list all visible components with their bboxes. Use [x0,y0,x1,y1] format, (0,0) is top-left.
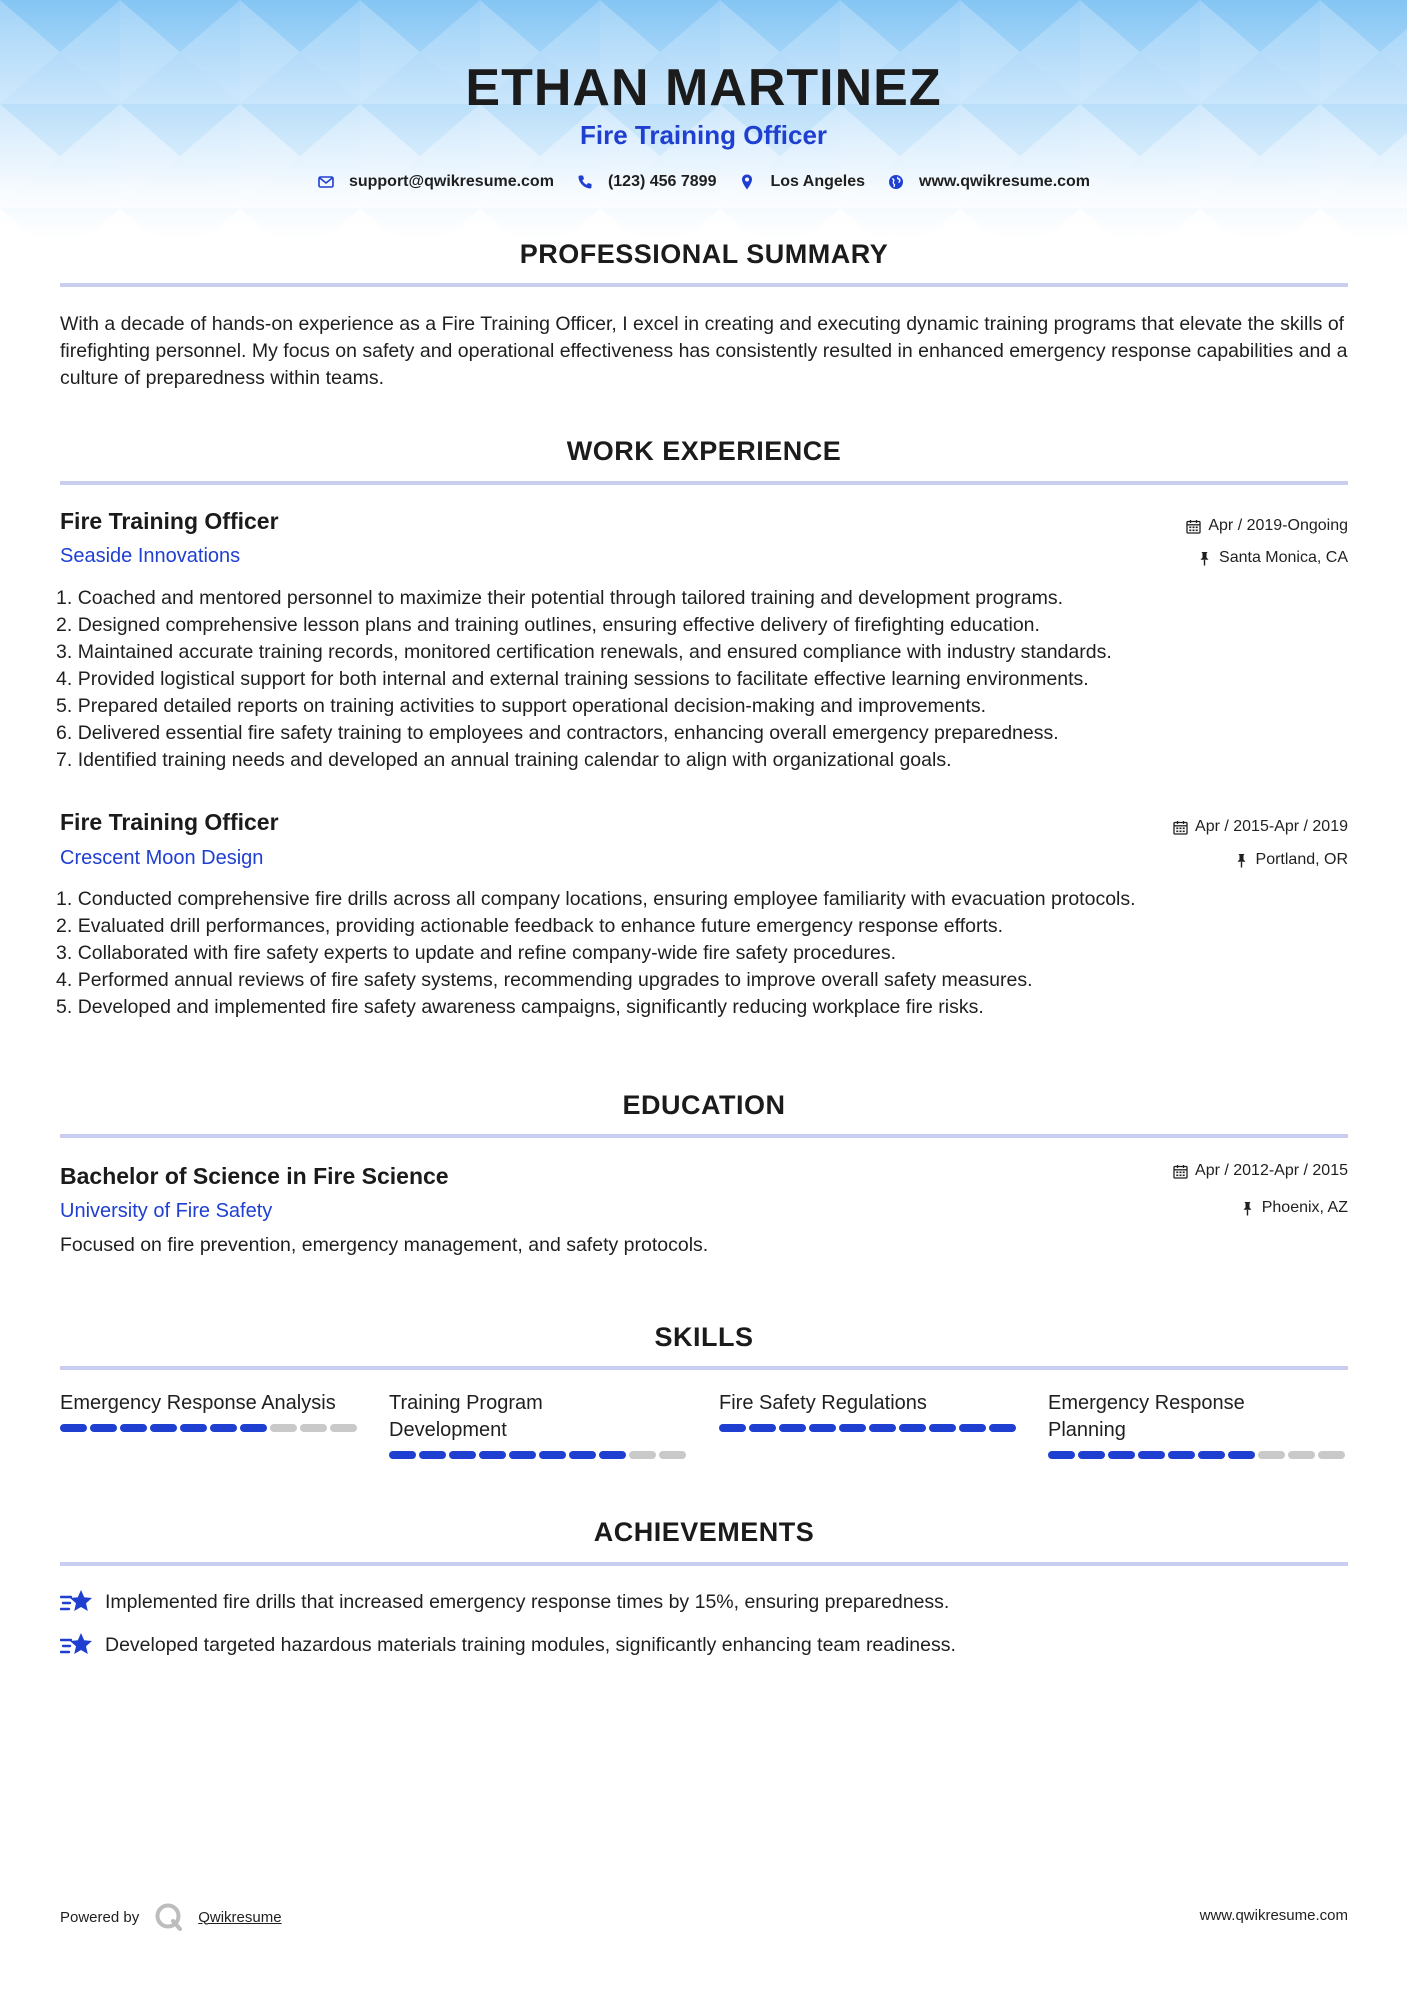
skills-heading: SKILLS [654,1322,754,1352]
calendar-icon [1186,519,1201,534]
shooting-star-icon [60,1588,93,1616]
skill-level-bar [719,1424,1019,1432]
achievement-item [60,1631,956,1659]
skill-level-segment [869,1424,896,1432]
skill-level-segment [749,1424,776,1432]
skill-name: Fire Safety Regulations [719,1392,927,1414]
skill-level-segment [449,1451,476,1459]
education-divider [60,1134,1348,1138]
skill-level-segment [569,1451,596,1459]
candidate-name: ETHAN MARTINEZ [465,59,942,117]
footer-website-link[interactable]: www.qwikresume.com [1199,1907,1348,1924]
job-company: Seaside Innovations [60,545,241,567]
job-title: Fire Training Officer [60,508,279,534]
qwikresume-logo-icon [154,1902,184,1932]
skill-item [719,1390,1019,1432]
skill-level-segment [809,1424,836,1432]
skills-divider [60,1366,1348,1370]
skill-level-segment [1138,1451,1165,1459]
duty-item: Maintained accurate training records, monitored certification renewals, and ensured compliance with industry standards. [77,641,1112,663]
job-company: Crescent Moon Design [60,847,264,869]
skill-level-segment [629,1451,656,1459]
skill-name: Training Program Development [389,1392,543,1441]
duty-item: Collaborated with fire safety experts to update and refine company-wide fire safety procedures. [77,942,897,964]
skill-level-segment [1288,1451,1315,1459]
skill-level-segment [120,1424,147,1432]
skill-level-segment [779,1424,806,1432]
skill-level-segment [719,1424,746,1432]
skill-level-segment [659,1451,686,1459]
skill-level-segment [539,1451,566,1459]
degree-title: Bachelor of Science in Fire Science [60,1163,449,1189]
skill-level-segment [989,1424,1016,1432]
summary-text: With a decade of hands-on experience as a Fire Training Officer, I excel in creating and executing dynamic training programs that elevate the skills of firefighting personnel. My focus on safety and operational effectiveness has consistently resulted in enhanced emergency response capabilities and a culture of preparedness within teams. [60,313,1348,389]
phone-icon [576,173,594,191]
job-duties-list [56,585,1356,774]
skill-level-segment [300,1424,327,1432]
experience-heading: WORK EXPERIENCE [566,436,842,466]
globe-icon [887,173,905,191]
summary-heading: PROFESSIONAL SUMMARY [519,239,889,269]
skill-level-segment [599,1451,626,1459]
skill-level-segment [1078,1451,1105,1459]
contact-phone[interactable] [576,173,717,191]
skill-level-segment [899,1424,926,1432]
skill-level-segment [1108,1451,1135,1459]
job-location [1197,549,1348,567]
calendar-icon [1173,1164,1188,1179]
envelope-icon [317,173,335,191]
duty-item: Coached and mentored personnel to maximize their potential through tailored training and development programs. [77,587,1064,609]
skill-level-segment [1318,1451,1345,1459]
skill-level-segment [1228,1451,1255,1459]
contact-location [738,173,865,191]
map-pin-icon [738,173,756,191]
skill-level-segment [180,1424,207,1432]
job-duties-list [56,886,1356,1021]
skill-level-segment [389,1451,416,1459]
skill-level-segment [150,1424,177,1432]
duty-item: Performed annual reviews of fire safety systems, recommending upgrades to improve overall safety measures. [77,969,1033,991]
achievement-text: Developed targeted hazardous materials training modules, significantly enhancing team readiness. [105,1633,956,1656]
candidate-role: Fire Training Officer [579,120,828,150]
skill-level-segment [90,1424,117,1432]
skill-level-segment [1168,1451,1195,1459]
education-location [1240,1199,1348,1217]
skill-item [1048,1390,1348,1459]
education-dates-text: Apr / 2012-Apr / 2015 [1195,1162,1348,1179]
summary-divider [60,283,1348,287]
skill-level-segment [479,1451,506,1459]
job-location-text: Portland, OR [1255,851,1348,868]
skill-level-bar [389,1451,689,1459]
skill-level-bar [60,1424,360,1432]
job-title: Fire Training Officer [60,809,279,835]
pushpin-icon [1234,853,1249,868]
job-location-text: Santa Monica, CA [1219,549,1348,566]
education-heading: EDUCATION [622,1090,786,1120]
duty-item: Conducted comprehensive fire drills across all company locations, ensuring employee familiarity with evacuation protocols. [77,888,1136,910]
skill-level-segment [330,1424,357,1432]
contact-website[interactable] [887,173,1090,191]
skill-level-segment [509,1451,536,1459]
achievements-heading: ACHIEVEMENTS [593,1517,815,1547]
job-dates-text: Apr / 2015-Apr / 2019 [1195,818,1348,835]
duty-item: Developed and implemented fire safety awareness campaigns, significantly reducing workplace fire risks. [77,996,984,1018]
pushpin-icon [1240,1201,1255,1216]
contact-email[interactable] [317,173,554,191]
skill-item [389,1390,689,1459]
duty-item: Prepared detailed reports on training activities to support operational decision-making and improvements. [77,695,987,717]
skill-item [60,1390,360,1432]
duty-item: Identified training needs and developed an annual training calendar to align with organizational goals. [77,749,952,771]
skill-name: Emergency Response Planning [1048,1392,1245,1441]
skill-level-segment [1198,1451,1225,1459]
footer-branding [60,1902,282,1932]
contact-website-text: www.qwikresume.com [919,173,1091,190]
job-location [1234,851,1348,869]
experience-divider [60,481,1348,485]
duty-item: Evaluated drill performances, providing actionable feedback to enhance future emergency response efforts. [77,915,1004,937]
job-dates [1173,818,1348,836]
education-description: Focused on fire prevention, emergency management, and safety protocols. [60,1234,709,1256]
skill-level-segment [419,1451,446,1459]
job-dates-text: Apr / 2019-Ongoing [1208,517,1348,534]
shooting-star-icon [60,1631,93,1659]
contact-phone-text: (123) 456 7899 [607,173,717,190]
education-dates [1173,1162,1348,1180]
skill-level-segment [929,1424,956,1432]
contact-location-text: Los Angeles [770,173,866,190]
duty-item: Designed comprehensive lesson plans and training outlines, ensuring effective delivery of firefighting education. [77,614,1040,636]
education-location-text: Phoenix, AZ [1261,1199,1348,1216]
achievements-divider [60,1562,1348,1566]
brand-link[interactable]: Qwikresume [198,1908,282,1926]
skill-level-segment [270,1424,297,1432]
skill-level-segment [240,1424,267,1432]
skill-level-segment [210,1424,237,1432]
contact-bar [0,173,1407,191]
pushpin-icon [1197,551,1212,566]
powered-by-label: Powered by [60,1908,140,1926]
skill-level-segment [1258,1451,1285,1459]
skill-level-segment [959,1424,986,1432]
duty-item: Delivered essential fire safety training to employees and contractors, enhancing overall emergency preparedness. [77,722,1059,744]
achievement-text: Implemented fire drills that increased emergency response times by 15%, ensuring preparedness. [105,1590,950,1613]
school-name: University of Fire Safety [60,1200,273,1222]
skill-level-segment [1048,1451,1075,1459]
calendar-icon [1173,820,1188,835]
skill-level-bar [1048,1451,1348,1459]
job-dates [1186,517,1348,535]
contact-email-text: support@qwikresume.com [348,173,554,190]
achievement-item [60,1588,949,1616]
skill-level-segment [839,1424,866,1432]
duty-item: Provided logistical support for both internal and external training sessions to facilitate effective learning environments. [77,668,1089,690]
skill-name: Emergency Response Analysis [60,1392,336,1414]
skill-level-segment [60,1424,87,1432]
